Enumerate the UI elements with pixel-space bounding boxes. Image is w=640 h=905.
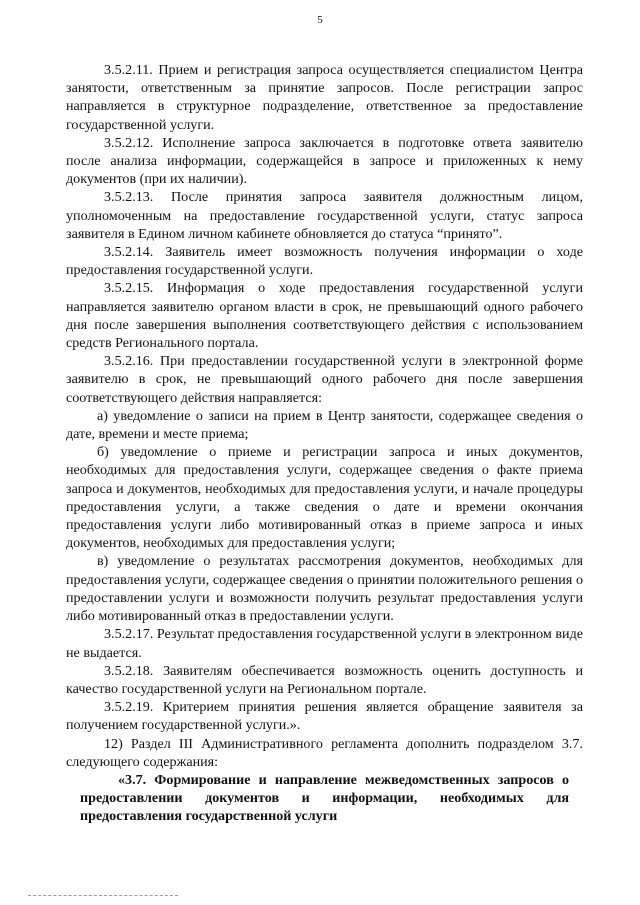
paragraph-item-12: 12) Раздел III Административного регламента дополнить подразделом 3.7. следующего содержания: [66, 735, 583, 770]
document-body [66, 61, 583, 826]
paragraph-3-5-2-14: 3.5.2.14. Заявитель имеет возможность получения информации о ходе предоставления государственной услуги. [66, 244, 583, 279]
paragraph-3-5-2-11: 3.5.2.11. Прием и регистрация запроса осуществляется специалистом Центра занятости, ответственным за принятие запросов. После регистрации запрос направляется в структурное подразделение, ответственное за предоставление государственной услуги. [66, 62, 583, 133]
list-item-v: в) уведомление о результатах рассмотрения документов, необходимых для предоставления услуги, содержащее сведения о принятии положительного решения о предоставлении услуги и возможности получить результат предоставления услуги либо мотивированный отказ в предоставлении услуги. [66, 553, 583, 625]
paragraph-3-5-2-18: 3.5.2.18. Заявителям обеспечивается возможность оценить доступность и качество государственной услуги на Региональном портале. [66, 662, 583, 697]
paragraph-3-5-2-12: 3.5.2.12. Исполнение запроса заключается в подготовке ответа заявителю после анализа информации, содержащейся в запросе и приложенных к нему документов (при их наличии). [66, 134, 583, 188]
paragraph-3-5-2-15: 3.5.2.15. Информация о ходе предоставления государственной услуги направляется заявителю органом власти в срок, не превышающий одного рабочего дня после завершения выполнения соответствующего действия с использованием средств Регионального портала. [66, 280, 583, 352]
section-heading-3-7: «3.7. Формирование и направление межведомственных запросов о предоставлении документов и информации, необходимых для предоставления государственной услуги [80, 771, 569, 825]
list-item-a: а) уведомление о записи на прием в Центр занятости, содержащее сведения о дате, времени и месте приема; [66, 407, 583, 443]
list-item-b: б) уведомление о приеме и регистрации запроса и иных документов, необходимых для предоставления услуги, содержащее сведения о факте приема запроса и документов, необходимых для предоставления услуги, и начале процедуры предоставления услуги, а также сведения о дате и времени окончания предоставления услуги либо мотивированный отказ в приеме запроса и иных документов, необходимых для предоставления услуги; [66, 444, 583, 552]
paragraph-3-5-2-13: 3.5.2.13. После принятия запроса заявителя должностным лицом, уполномоченным на предоставление государственной услуги, статус запроса заявителя в Едином личном кабинете обновляется до статуса “принято”. [66, 189, 583, 242]
paragraph-3-5-2-17: 3.5.2.17. Результат предоставления государственной услуги в электронном виде не выдается. [66, 626, 583, 661]
paragraph-3-5-2-19: 3.5.2.19. Критерием принятия решения является обращение заявителя за получением государственной услуги.». [66, 699, 583, 734]
paragraph-3-5-2-16: 3.5.2.16. При предоставлении государственной услуги в электронной форме заявителю в срок, не превышающий одного рабочего дня после завершения соответствующего действия направляется: [66, 353, 583, 406]
page-number: 5 [317, 14, 323, 26]
footer-divider [28, 895, 178, 896]
